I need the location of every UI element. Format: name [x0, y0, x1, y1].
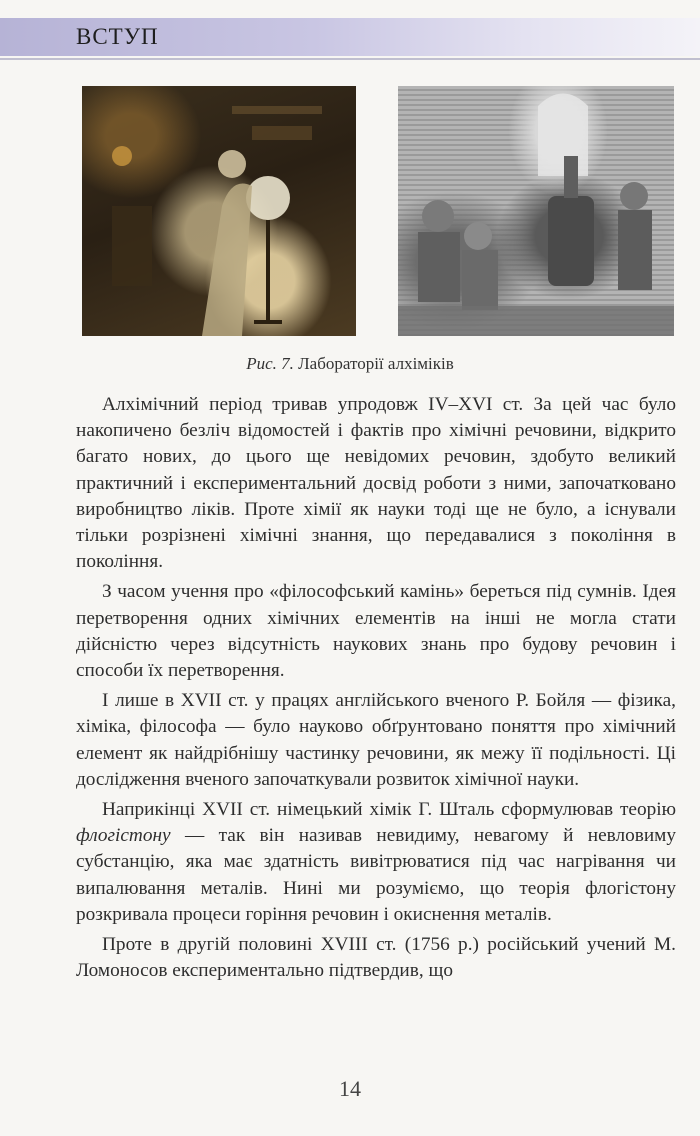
header-divider	[0, 58, 700, 60]
page-number: 14	[339, 1076, 361, 1101]
figure-caption	[0, 354, 700, 374]
paragraph-1: Алхімічний період тривав упродовж IV–XVI ст. За цей час було накопичено безліч відомостей і фактів про хімічні речовини, відкрито багато нових, до цього ще невідомих речовин, здобуто великий практичний і експериментальний досвід роботи з ними, започатковано виробництво ліків. Проте хімії як науки тоді ще не було, а існували тільки розрізнені хімічні знання, що передавалися з покоління в покоління.	[76, 394, 676, 573]
paragraph-4	[76, 797, 676, 928]
caption-label: Рис. 7.	[246, 354, 294, 373]
body-text	[76, 392, 676, 984]
alchemist-engraving-illustration	[398, 86, 674, 336]
paragraph-3: І лише в XVII ст. у працях англійського вченого Р. Бойля — фізика, хіміка, філософа — було науково обґрунтовано поняття про хімічний елемент як найдрібнішу частинку речовини, як межу її подільності. Ці дослідження вченого започаткували розвиток хімічної науки.	[76, 690, 676, 790]
phlogiston-term: флогістону	[76, 825, 171, 847]
paragraph-2: З часом учення про «філософський камінь» береться під сумнів. Ідея перетворення одних хімічних елементів на інші не могла стати дійсністю через відсутність наукових знань про будову речовин і способи їх перетворення.	[76, 581, 676, 682]
paragraph-4-text-start: Наприкінці XVII ст. німецький хімік Г. Шталь сформулював теорію	[102, 799, 676, 821]
alchemist-engraving-image	[398, 86, 674, 336]
alchemist-painting-illustration	[82, 86, 356, 336]
caption-text: Лабораторії алхіміків	[298, 354, 454, 373]
paragraph-5: Проте в другій половині XVIII ст. (1756 р.) російський учений М. Ломоносов експериментально підтвердив, що	[76, 934, 676, 982]
section-title: ВСТУП	[76, 24, 159, 49]
paragraph-4-text-end: — так він називав невидиму, невагому й невловиму субстанцію, яка має здатність вивітрюватися під час нагрівання чи випалювання металів. Нині ми розуміємо, що теорія флогістону розкривала процеси горіння речовин і окиснення металів.	[76, 825, 676, 925]
alchemist-painting-image	[82, 86, 356, 336]
